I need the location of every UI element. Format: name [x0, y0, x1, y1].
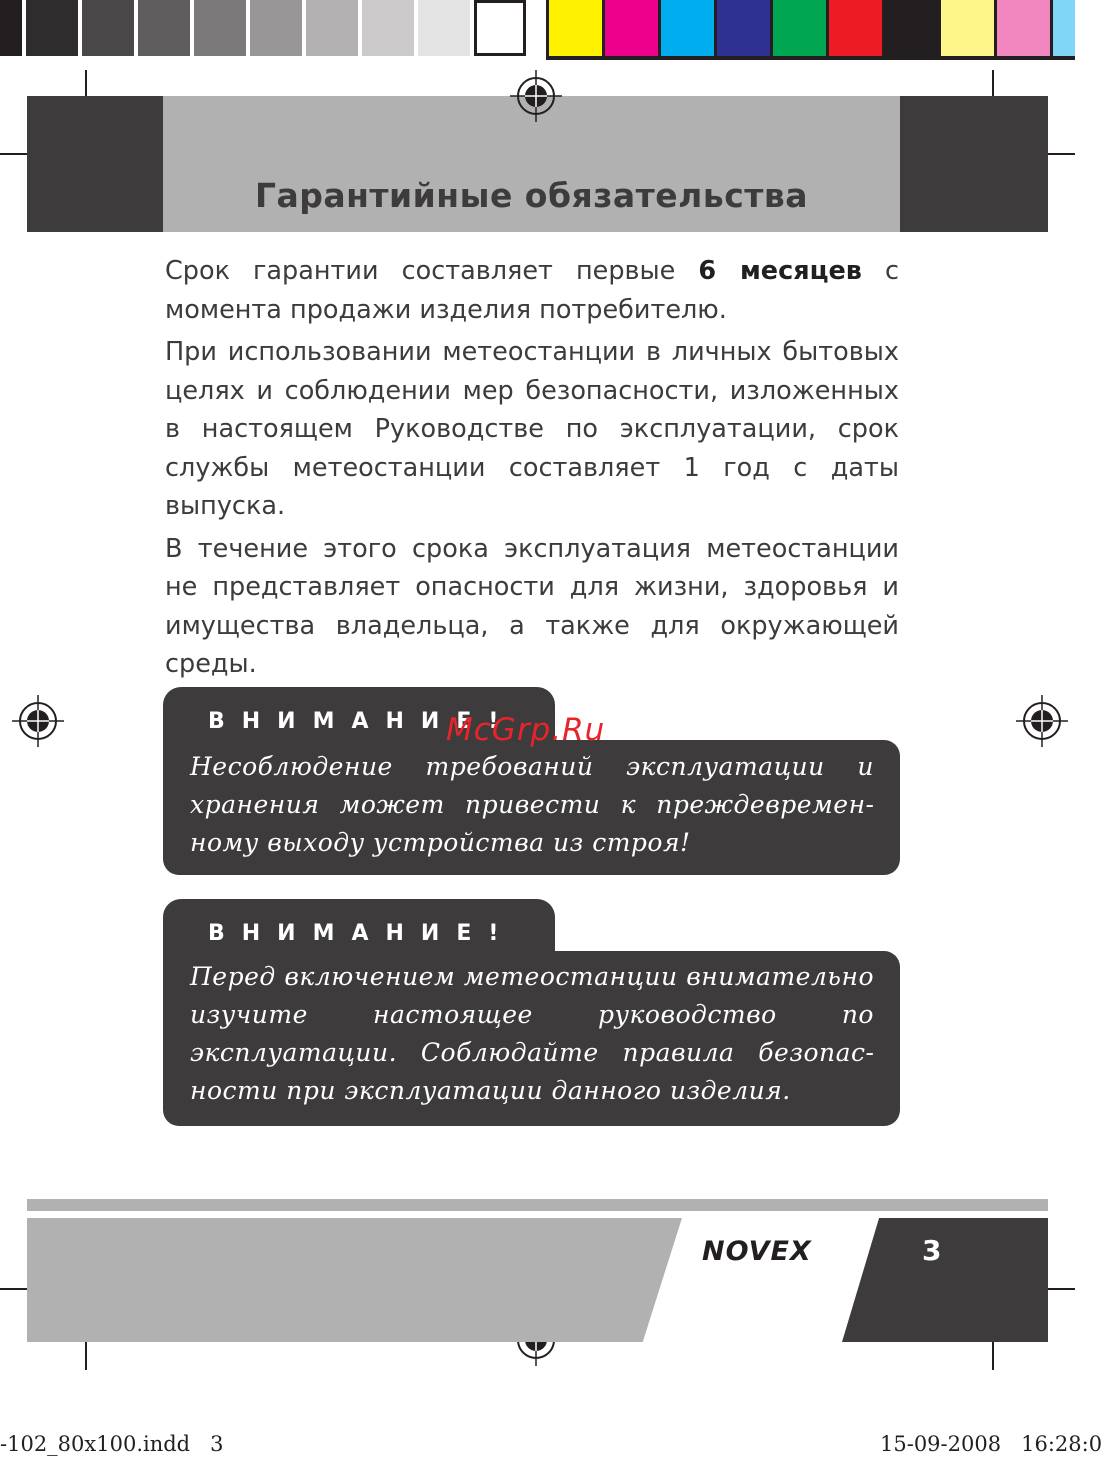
paragraph-service-life: При использовании метеостанции в личных бытовых целях и соблюдении мер безопасности, изложенных в настоящем Руководстве по эксплуатации, срок службы метеостанции составляет 1 год с даты выпуска. [165, 337, 899, 521]
color-swatch [829, 0, 882, 56]
gray-swatch [194, 0, 246, 56]
color-swatch [773, 0, 826, 56]
paragraph-text: с момента продажи изделия потребителю. [165, 256, 899, 325]
page-title: Гарантийные обязательства [254, 176, 809, 215]
header-right-block [900, 96, 1048, 232]
gray-swatch [82, 0, 134, 56]
gray-swatch [138, 0, 190, 56]
gray-swatch [474, 0, 526, 56]
page-number: 3 [922, 1234, 942, 1267]
gray-swatch [306, 0, 358, 56]
warranty-months: 6 месяцев [698, 256, 862, 286]
color-swatch [661, 0, 714, 56]
footer-band [27, 1218, 682, 1342]
registration-mark-icon [510, 70, 562, 122]
gray-swatch [418, 0, 470, 56]
gray-swatch [0, 0, 22, 56]
swatch-divider [530, 0, 546, 56]
footer-page-block [842, 1218, 1048, 1342]
registration-mark-icon [12, 695, 64, 747]
paragraph-text: Срок гарантии составляет первые [165, 256, 699, 286]
warning-title: ВНИМАНИЕ! [208, 709, 516, 734]
color-swatch [605, 0, 658, 56]
paragraph-safety: В течение этого срока эксплуатация метеостанции не представляет опасности для жизни, здоровья и имущества владельца, а также для окружающей среды. [165, 533, 899, 679]
warning-text: Перед включением метеостанции внимательно изучите настоящее руководство по эксплуатации. Соблюдайте правила безопасности при эксплуатации данного изделия. [190, 962, 874, 1105]
color-swatch [549, 0, 602, 56]
slug-filename: -102_80x100.indd 3 [0, 1432, 224, 1456]
gray-swatch [250, 0, 302, 56]
warranty-text [165, 252, 899, 688]
color-swatch [1053, 0, 1075, 56]
warning-title: ВНИМАНИЕ! [208, 921, 516, 946]
color-swatch [941, 0, 994, 56]
header-left-block [27, 96, 163, 232]
color-swatch [997, 0, 1050, 56]
slug-timestamp: 15-09-2008 16:28:0 [880, 1432, 1102, 1456]
watermark: McGrp.Ru [446, 712, 606, 748]
color-swatch [717, 0, 770, 56]
novex-logo: NOVEX [702, 1236, 812, 1267]
gray-swatch [362, 0, 414, 56]
registration-mark-icon [1016, 695, 1068, 747]
warning-text: Несоблюдение требований эксплуатации и хранения может привести к преждевременному выходу устройства из строя! [190, 752, 874, 857]
footer-rule [27, 1199, 1048, 1211]
paragraph-warranty-period [165, 252, 899, 329]
color-swatch [885, 0, 938, 56]
gray-swatch [26, 0, 78, 56]
